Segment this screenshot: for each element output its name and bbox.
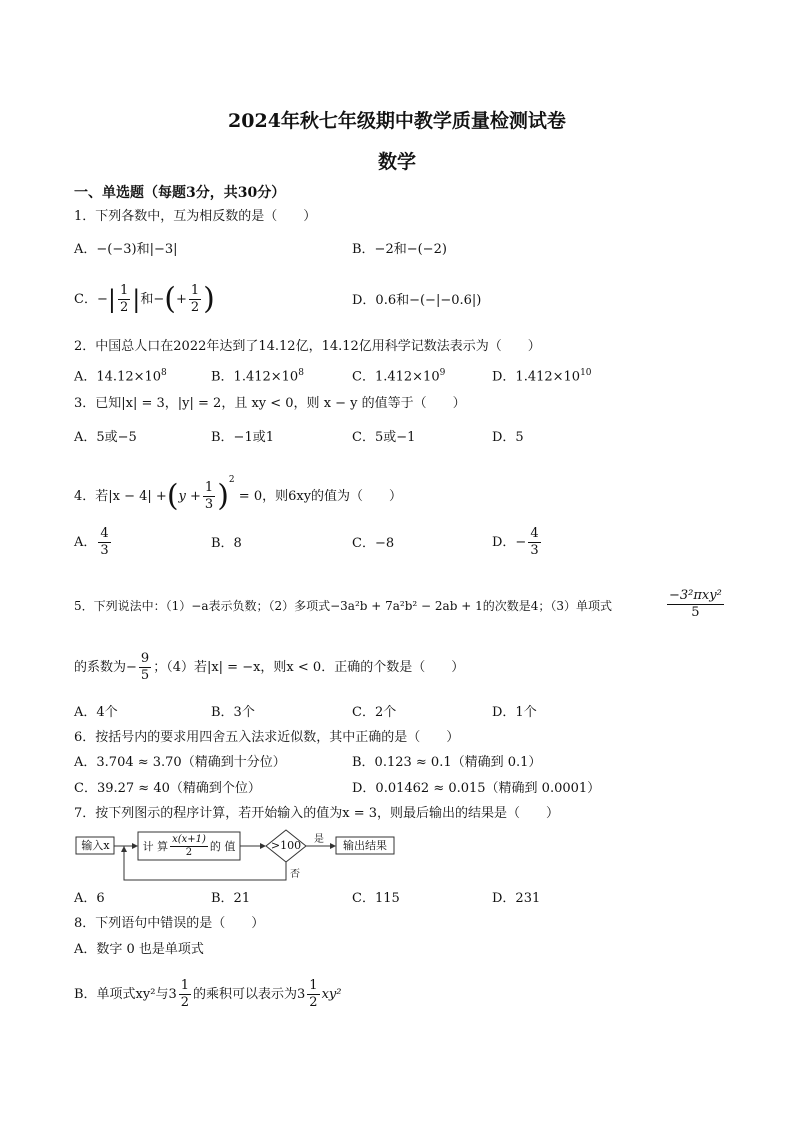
q7-option-b: B．21 [211, 891, 251, 906]
flowchart [74, 829, 404, 884]
q7-option-c: C．115 [352, 891, 400, 906]
fraction-den: 2 [180, 995, 189, 1010]
abs-bar: | [107, 285, 116, 314]
q2-stem: 2．中国总人口在2022年达到了14.12亿，14.12亿用科学记数法表示为（ ） [74, 339, 541, 354]
q2-option-c [352, 364, 445, 386]
q6-option-a: A．3.704 ≈ 3.70（精确到十分位） [74, 755, 286, 770]
q8-option-a: A．数字 0 也是单项式 [74, 942, 204, 957]
q1-c-plus: + [175, 292, 187, 307]
q1-c-prefix: C．− [74, 292, 108, 307]
q2-option-b [211, 364, 304, 386]
fraction [189, 283, 201, 316]
fraction [307, 978, 319, 1011]
q2-option-a [74, 364, 167, 386]
q2-a-exp: 8 [161, 368, 167, 378]
fraction [179, 978, 191, 1011]
exam-title: 2024年秋七年级期中教学质量检测试卷 [228, 110, 566, 132]
q5-line1: 5．下列说法中：（1）−a表示负数；（2）多项式−3a²b + 7a²b² − 2ab + 1的次数是4；（3）单项式 [74, 599, 612, 613]
q4-option-a [74, 525, 113, 561]
q4-stem-c: = 0，则6xy的值为（ ） [238, 489, 403, 504]
q1-option-c [74, 282, 215, 318]
flow-calc-suffix: 的 值 [209, 840, 236, 853]
flow-no-label: 否 [290, 869, 300, 880]
paren: ( [166, 478, 179, 514]
q3-option-d: D．5 [492, 430, 524, 445]
flow-calc-box [138, 832, 240, 860]
fraction-num: 9 [140, 651, 150, 666]
q5-option-b: B．3个 [211, 705, 255, 720]
q3-option-a: A．5或−5 [74, 430, 137, 445]
q4-stem-a: 4．若|x − 4| + [74, 489, 167, 504]
q2-d-exp: 10 [580, 368, 592, 378]
subject-title: 数学 [377, 151, 416, 173]
fraction-num: 1 [119, 283, 129, 298]
fraction [528, 526, 540, 559]
q2-a-text: A．14.12×10 [74, 369, 162, 385]
q4-stem-b: y + [178, 489, 201, 504]
paren: ) [203, 281, 215, 317]
paren: ( [164, 281, 176, 317]
q4-option-d [492, 525, 543, 561]
q5-line2-a: 的系数为− [74, 660, 137, 675]
fraction-den: 2 [119, 300, 129, 315]
q4-d-label: D．− [492, 535, 527, 550]
q7-stem: 7．按下列图示的程序计算，若开始输入的值为x = 3，则最后输出的结果是（ ） [74, 806, 560, 821]
q1-c-mid: 和− [140, 292, 165, 307]
q2-c-exp: 9 [439, 368, 446, 378]
q4-exp: 2 [228, 475, 235, 485]
abs-bar: | [132, 285, 141, 314]
q7-option-a: A．6 [74, 891, 105, 906]
fraction-num: 4 [530, 526, 539, 541]
q5-monomial [665, 588, 726, 621]
q5-option-c: C．2个 [352, 705, 397, 720]
q6-option-b: B．0.123 ≈ 0.1（精确到 0.1） [352, 755, 542, 770]
fraction-num: 1 [190, 283, 200, 298]
q4-stem [74, 460, 402, 517]
fraction [170, 834, 208, 859]
q3-option-b: B．−1或1 [211, 430, 274, 445]
flow-condition: >100 [270, 839, 302, 852]
fraction-num: −3²πxy² [669, 588, 722, 603]
fraction [98, 526, 110, 559]
q8-b-c: xy² [321, 987, 342, 1002]
fraction-den: 2 [190, 300, 200, 315]
q2-b-text: B．1.412×10 [211, 369, 299, 385]
fraction [139, 651, 151, 684]
q2-d-text: D．1.412×10 [492, 369, 581, 385]
q3-option-c: C．5或−1 [352, 430, 416, 445]
q5-option-a: A．4个 [74, 705, 118, 720]
q2-b-exp: 8 [298, 368, 304, 378]
fraction-den: 2 [309, 995, 318, 1010]
fraction-den: 5 [140, 668, 150, 683]
fraction-num: 1 [309, 978, 318, 993]
fraction-den: 2 [185, 846, 193, 858]
q8-option-b [74, 977, 341, 1013]
fraction-num: 1 [180, 978, 189, 993]
fraction-num: x(x+1) [172, 833, 206, 845]
q6-option-c: C．39.27 ≈ 40（精确到个位） [74, 781, 261, 796]
q1-stem: 1．下列各数中，互为相反数的是（ ） [74, 209, 317, 224]
flow-input-label: 输入x [81, 839, 110, 852]
fraction [203, 480, 215, 513]
q8-b-a: B．单项式xy²与3 [74, 987, 177, 1002]
q2-option-d [492, 364, 592, 386]
q6-stem: 6．按括号内的要求用四舍五入法求近似数，其中正确的是（ ） [74, 730, 460, 745]
q1-option-b: B．−2和−(−2) [352, 242, 447, 257]
q8-stem: 8．下列语句中错误的是（ ） [74, 916, 265, 931]
fraction-num: 4 [100, 526, 109, 541]
q4-a-label: A． [74, 535, 97, 550]
q6-option-d: D．0.01462 ≈ 0.015（精确到 0.0001） [352, 781, 601, 796]
q1-option-a: A．−(−3)和|−3| [74, 242, 178, 257]
flow-yes-label: 是 [314, 834, 324, 845]
q1-option-d: D．0.6和−(−|−0.6|) [352, 293, 482, 308]
flow-output-label: 输出结果 [343, 839, 387, 852]
q4-option-c: C．−8 [352, 536, 395, 551]
fraction-den: 3 [530, 543, 539, 558]
flow-calc-prefix: 计 算 [142, 840, 169, 853]
q2-c-text: C．1.412×10 [352, 369, 440, 385]
q7-option-d: D．231 [492, 891, 541, 906]
q8-b-b: 的乘积可以表示为3 [193, 987, 306, 1002]
section-heading: 一、单选题（每题3分，共30分） [74, 185, 286, 201]
q3-stem: 3．已知|x| = 3，|y| = 2，且 xy < 0，则 x − y 的值等于（ ） [74, 396, 466, 411]
q5-line2 [74, 650, 464, 686]
q5-line2-b: ；（4）若|x| = −x，则x < 0．正确的个数是（ ） [153, 660, 465, 675]
fraction-num: 1 [204, 480, 214, 495]
fraction [667, 588, 724, 621]
q5-option-d: D．1个 [492, 705, 537, 720]
fraction-den: 3 [100, 543, 109, 558]
fraction-den: 3 [204, 497, 214, 512]
fraction [118, 283, 130, 316]
fraction-den: 5 [691, 605, 700, 620]
q4-option-b: B．8 [211, 536, 242, 551]
paren: ) [217, 478, 229, 514]
